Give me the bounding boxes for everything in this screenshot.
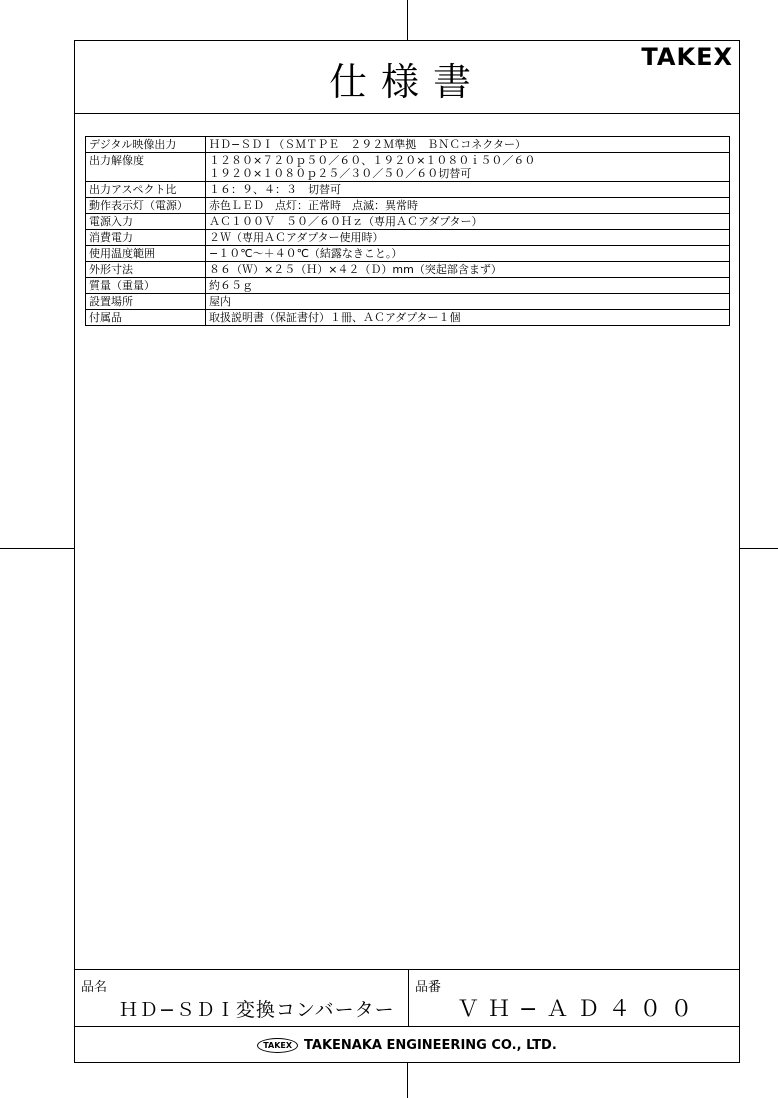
spec-value-line: ８６（Ｗ）×２５（Ｈ）×４２（Ｄ）mm（突起部含まず） bbox=[209, 263, 502, 276]
spec-value bbox=[206, 182, 730, 198]
spec-label: 付属品 bbox=[86, 310, 206, 326]
product-name-cell bbox=[75, 969, 409, 1026]
product-name-label: 品名 bbox=[81, 980, 108, 995]
spec-value-line: ２Ｗ（専用ＡＣアダプター使用時） bbox=[209, 231, 384, 244]
company-footer bbox=[75, 1026, 739, 1063]
crop-mark-right bbox=[740, 548, 778, 549]
spec-value-line: 取扱説明書（保証書付）１冊、ＡＣアダプター１個 bbox=[209, 311, 461, 324]
spec-label: 質量（重量） bbox=[86, 278, 206, 294]
spec-value-line: １２８０×７２０ｐ５０／６０、１９２０×１０８０ｉ５０／６０ bbox=[209, 154, 536, 167]
spec-value-line: １９２０×１０８０ｐ２５／３０／５０／６０切替可 bbox=[209, 167, 472, 180]
spec-label: 使用温度範囲 bbox=[86, 246, 206, 262]
spec-value bbox=[206, 262, 730, 278]
company-logo-icon: TAKEX bbox=[257, 1038, 298, 1053]
crop-mark-bottom bbox=[407, 1063, 408, 1098]
spec-table bbox=[85, 136, 730, 326]
spec-label: 出力解像度 bbox=[86, 153, 206, 182]
table-row bbox=[86, 294, 730, 310]
table-row bbox=[86, 310, 730, 326]
table-row bbox=[86, 214, 730, 230]
table-row bbox=[86, 246, 730, 262]
spec-value bbox=[206, 214, 730, 230]
table-row bbox=[86, 137, 730, 153]
spec-value-line: 約６５ｇ bbox=[209, 279, 253, 292]
product-code-label: 品番 bbox=[415, 980, 442, 995]
spec-label: 消費電力 bbox=[86, 230, 206, 246]
table-row bbox=[86, 230, 730, 246]
spec-value bbox=[206, 153, 730, 182]
spec-value bbox=[206, 294, 730, 310]
table-row bbox=[86, 262, 730, 278]
table-row bbox=[86, 182, 730, 198]
product-name: ＨＤ−ＳＤＩ変換コンバーター bbox=[119, 999, 395, 1021]
brand-logo: TAKEX bbox=[641, 43, 733, 71]
spec-label: 電源入力 bbox=[86, 214, 206, 230]
spec-value-line: 屋内 bbox=[209, 295, 231, 308]
table-row bbox=[86, 198, 730, 214]
spec-value bbox=[206, 230, 730, 246]
spec-value bbox=[206, 246, 730, 262]
company-name: TAKENAKA ENGINEERING CO., LTD. bbox=[304, 1037, 557, 1053]
table-row bbox=[86, 153, 730, 182]
title-box bbox=[75, 41, 739, 114]
spec-value bbox=[206, 278, 730, 294]
spec-label: 外形寸法 bbox=[86, 262, 206, 278]
product-code: ＶＨ−ＡＤ４００ bbox=[457, 997, 702, 1022]
spec-label: 出力アスペクト比 bbox=[86, 182, 206, 198]
page-title: 仕様書 bbox=[328, 60, 485, 104]
spec-sheet bbox=[74, 40, 740, 1063]
spec-value-line: 赤色ＬＥＤ 点灯：正常時 点滅：異常時 bbox=[209, 199, 418, 212]
product-code-cell bbox=[409, 969, 739, 1026]
spec-label: デジタル映像出力 bbox=[86, 137, 206, 153]
spec-value-line: −１０℃〜＋４０℃（結露なきこと。） bbox=[209, 247, 403, 260]
table-row bbox=[86, 278, 730, 294]
spec-value-line: ＨＤ−ＳＤＩ（ＳＭＴＰＥ ２９２Ｍ準拠 ＢＮＣコネクター） bbox=[209, 138, 526, 151]
spec-value bbox=[206, 310, 730, 326]
spec-value-line: ＡＣ１００Ｖ ５０／６０Ｈｚ（専用ＡＣアダプター） bbox=[209, 215, 483, 228]
crop-mark-top bbox=[407, 0, 408, 40]
spec-value bbox=[206, 198, 730, 214]
spec-value bbox=[206, 137, 730, 153]
spec-label: 設置場所 bbox=[86, 294, 206, 310]
spec-value-line: １６：９、４：３ 切替可 bbox=[209, 183, 341, 196]
crop-mark-left bbox=[0, 548, 74, 549]
spec-label: 動作表示灯（電源） bbox=[86, 198, 206, 214]
